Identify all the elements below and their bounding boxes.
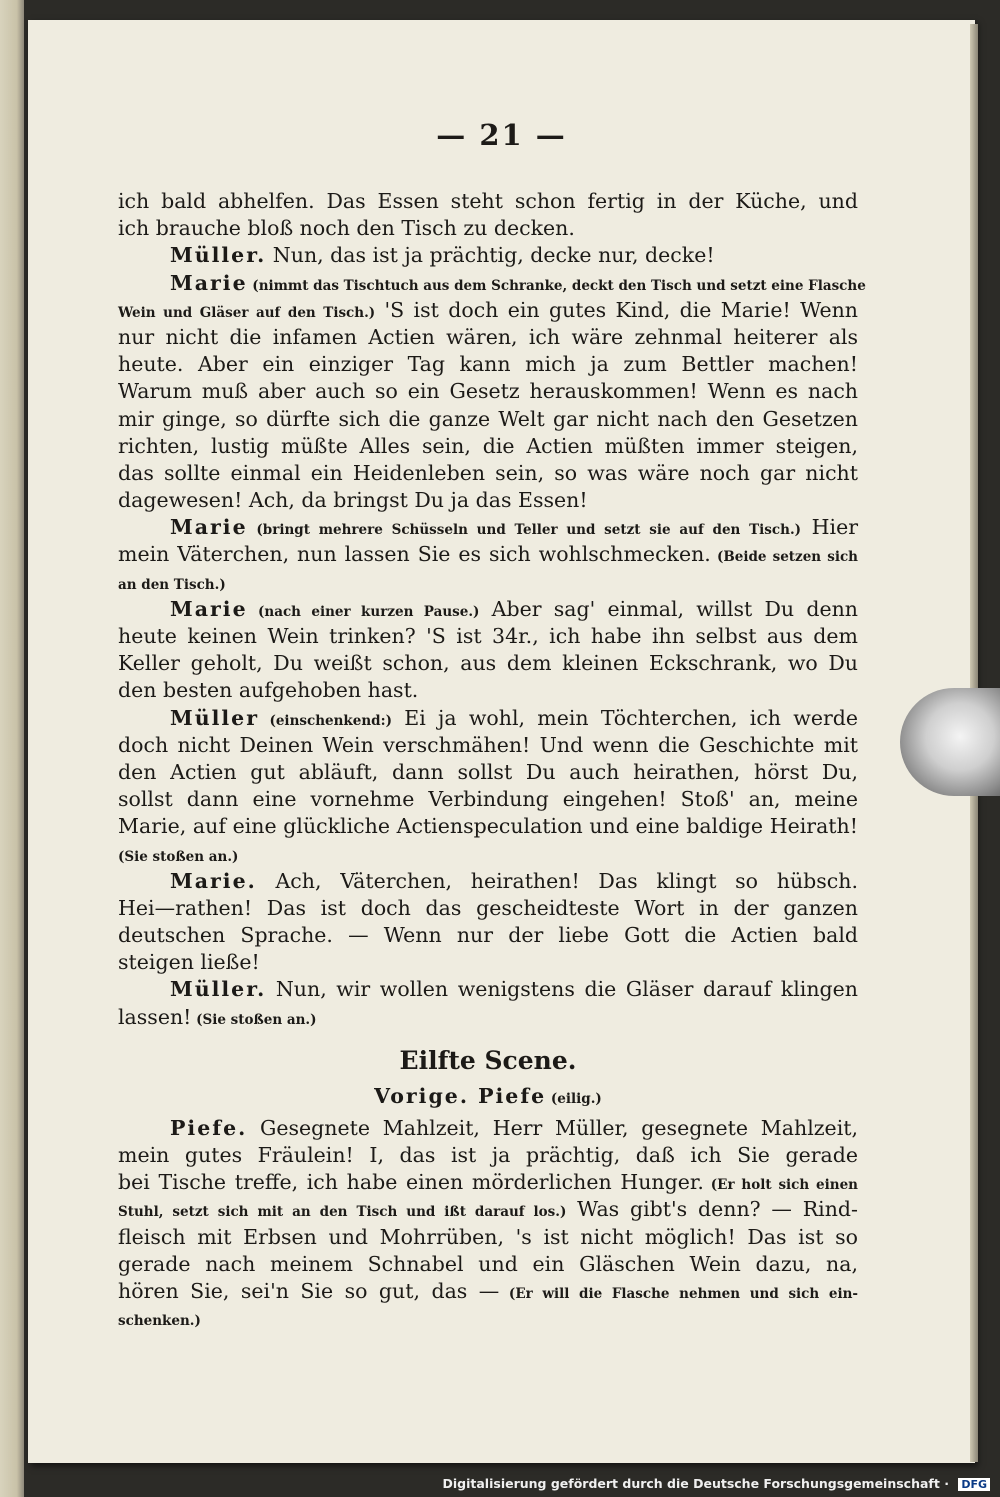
speaker-name: Marie xyxy=(170,596,248,621)
speaker-name: Müller xyxy=(170,705,260,730)
line-text: hören Sie, sei'n Sie so gut, das — xyxy=(118,1278,500,1303)
stage-direction: (Er will die Flasche nehmen und sich ein- xyxy=(499,1285,858,1302)
text-line xyxy=(118,188,858,215)
stage-direction: (Sie stoßen an.) xyxy=(118,848,239,865)
text-line xyxy=(118,215,858,242)
line-text: bei Tische treffe, ich habe einen mörderlichen Hunger. xyxy=(118,1170,704,1195)
stage-direction: Stuhl, setzt sich mit an den Tisch und ißt darauf los.) xyxy=(118,1204,567,1221)
line-text: gerade nach meinem Schnabel und ein Gläschen Wein dazu, na, xyxy=(118,1251,858,1276)
line-text: Aber sag' einmal, willst Du denn xyxy=(479,596,858,621)
line-text: den Actien gut abläuft, dann sollst Du auch heirathen, hörst Du, xyxy=(118,759,858,784)
text-line xyxy=(118,1305,858,1332)
dfg-logo: DFG xyxy=(958,1478,990,1491)
stage-direction: schenken.) xyxy=(118,1313,201,1330)
scene-heading: Eilfte Scene. xyxy=(399,1045,577,1075)
stage-direction: (eilig.) xyxy=(546,1090,602,1107)
line-text: mein Väterchen, nun lassen Sie es sich wohlschmecken. xyxy=(118,542,711,567)
line-text: Nun, wir wollen wenigstens die Gläser darauf klingen xyxy=(266,977,858,1002)
line-text: ich brauche bloß noch den Tisch zu decken. xyxy=(118,216,575,241)
speaker-name: Marie. xyxy=(170,868,257,893)
text-line xyxy=(118,949,858,976)
text-line xyxy=(118,759,858,786)
text-line xyxy=(118,514,858,541)
line-text: heute. Aber ein einziger Tag kann mich ja zum Bettler machen! xyxy=(118,352,858,377)
text-line xyxy=(118,1224,858,1251)
line-text: das sollte einmal ein Heidenleben sein, so was wäre noch gar nicht xyxy=(118,460,858,485)
line-text: Marie, auf eine glückliche Actienspeculation und eine baldige Heirath! xyxy=(118,814,858,839)
text-line xyxy=(118,1004,858,1031)
line-text: doch nicht Deinen Wein verschmähen! Und wenn die Geschichte mit xyxy=(118,732,858,757)
text-line xyxy=(118,406,858,433)
stage-direction: (bringt mehrere Schüsseln und Teller und setzt sie auf den Tisch.) xyxy=(247,522,802,539)
text-line xyxy=(118,895,858,922)
text-line xyxy=(118,1278,858,1305)
thumb-holding-page xyxy=(900,688,1000,796)
line-text: richten, lustig müßte Alles sein, die Actien müßten immer steigen, xyxy=(118,433,858,458)
text-line xyxy=(118,297,858,324)
line-text: fleisch mit Erbsen und Mohrrüben, 's ist nicht möglich! Das ist so xyxy=(118,1224,858,1249)
speaker-name: Müller. xyxy=(170,977,267,1002)
line-text: sollst dann eine vornehme Verbindung eingehen! Stoß' an, meine xyxy=(118,787,858,812)
text-line xyxy=(118,976,858,1003)
text-line xyxy=(118,705,858,732)
text-line xyxy=(118,324,858,351)
text-line xyxy=(118,433,858,460)
text-line xyxy=(118,813,858,840)
text-line xyxy=(118,596,858,623)
line-text: Ei ja wohl, mein Töchterchen, ich werde xyxy=(392,705,859,730)
text-line xyxy=(118,868,858,895)
scene-cast xyxy=(118,1081,858,1115)
text-line xyxy=(118,242,858,269)
text-line xyxy=(118,732,858,759)
line-text: mein gutes Fräulein! I, das ist ja prächtig, daß ich Sie gerade xyxy=(118,1143,858,1167)
line-text: deutschen Sprache. — Wenn nur der liebe Gott die Actien bald xyxy=(118,923,858,948)
stage-direction: an den Tisch.) xyxy=(118,576,226,593)
text-line xyxy=(118,677,858,704)
stage-direction: (nach einer kurzen Pause.) xyxy=(247,603,480,620)
text-line xyxy=(118,1251,858,1278)
line-text: Warum muß aber auch so ein Gesetz herauskommen! Wenn es nach xyxy=(118,379,858,404)
line-text: den besten aufgehoben hast. xyxy=(118,678,419,703)
text-line xyxy=(118,841,858,868)
speaker-name: Piefe. xyxy=(170,1115,248,1140)
text-line xyxy=(118,1115,858,1142)
text-line xyxy=(118,650,858,677)
line-text: Keller geholt, Du weißt schon, aus dem kleinen Eckschrank, wo Du xyxy=(118,651,858,676)
stage-direction: (einschenkend:) xyxy=(259,712,392,729)
text-line xyxy=(118,623,858,650)
line-text: mir ginge, so dürfte sich die ganze Welt gar nicht nach den Gesetzen xyxy=(118,406,858,431)
speaker-name: Marie xyxy=(170,515,248,540)
text-line xyxy=(118,487,858,514)
stage-direction: (nimmt das Tischtuch aus dem Schranke, deckt den Tisch und setzt eine Flasche xyxy=(247,277,866,294)
credit-text: Digitalisierung gefördert durch die Deutsche Forschungsgemeinschaft xyxy=(442,1476,940,1491)
line-text: steigen ließe! xyxy=(118,950,260,975)
line-text: nur nicht die infamen Actien wären, ich wäre zehnmal heiterer als xyxy=(118,324,858,349)
text-line xyxy=(118,922,858,949)
page-number: — 21 — xyxy=(436,118,567,152)
line-text: Hei—rathen! Das ist doch das gescheidteste Wort in der ganzen xyxy=(118,895,858,920)
body-text xyxy=(118,188,866,1332)
stage-direction: (Sie stoßen an.) xyxy=(191,1011,317,1028)
line-text: heute keinen Wein trinken? 'S ist 34r., ich habe ihn selbst aus dem xyxy=(118,624,858,648)
stage-direction: (Beide setzen sich xyxy=(710,549,858,566)
book-page xyxy=(28,20,975,1463)
stage-direction: Wein und Gläser auf den Tisch.) xyxy=(118,304,376,321)
text-line xyxy=(118,541,858,568)
stage-direction: (Er holt sich einen xyxy=(703,1177,858,1194)
speaker-name: Müller. xyxy=(170,243,267,268)
text-line xyxy=(118,378,858,405)
line-text: Was gibt's denn? — Rind- xyxy=(566,1197,858,1222)
text-line xyxy=(118,270,866,297)
text-line xyxy=(118,351,858,378)
cast-names: Vorige. Piefe xyxy=(374,1083,547,1108)
credit-separator: · xyxy=(944,1476,949,1491)
text-line xyxy=(118,569,858,596)
text-line xyxy=(118,460,858,487)
line-text: Nun, das ist ja prächtig, decke nur, decke! xyxy=(266,243,715,268)
line-text: dagewesen! Ach, da bringst Du ja das Essen! xyxy=(118,488,588,513)
text-line xyxy=(118,786,858,813)
line-text: Ach, Väterchen, heirathen! Das klingt so hübsch. xyxy=(256,868,858,893)
speaker-name: Marie xyxy=(170,270,248,295)
line-text: lassen! xyxy=(118,1004,192,1029)
line-text: 'S ist doch ein gutes Kind, die Marie! Wenn xyxy=(375,297,859,322)
line-text: Gesegnete Mahlzeit, Herr Müller, gesegnete Mahlzeit, xyxy=(247,1115,858,1140)
book-binding-edge xyxy=(0,0,24,1497)
digitization-credit xyxy=(443,1476,991,1491)
text-line xyxy=(118,1142,858,1169)
text-line xyxy=(118,1196,858,1223)
line-text: ich bald abhelfen. Das Essen steht schon fertig in der Küche, und xyxy=(118,189,858,213)
line-text: Hier xyxy=(801,515,859,540)
text-line xyxy=(118,1169,858,1196)
